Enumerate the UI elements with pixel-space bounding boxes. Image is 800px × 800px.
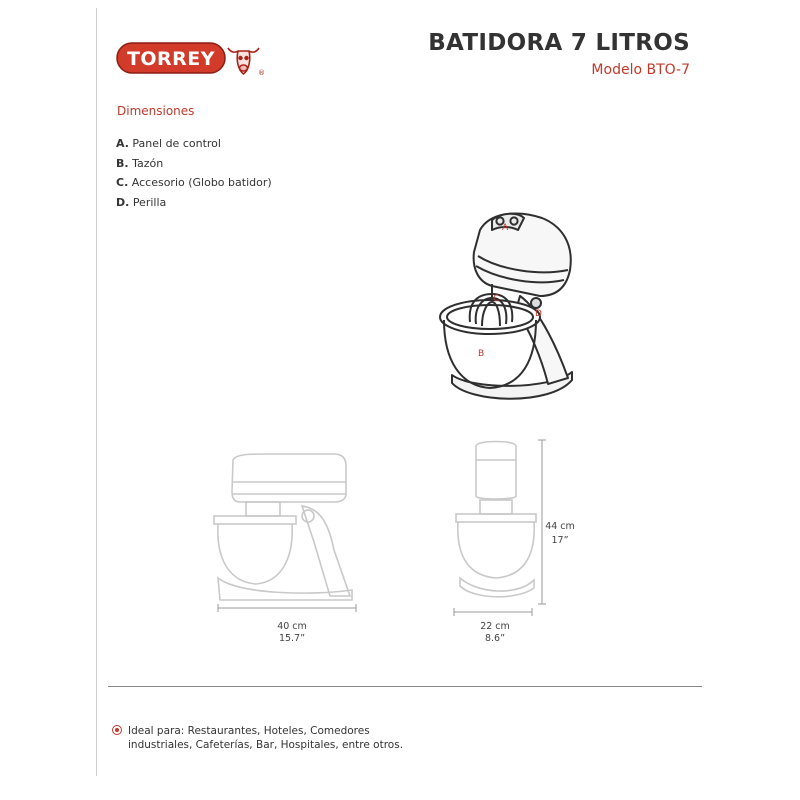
- legend-item: D. Perilla: [116, 195, 167, 209]
- legend-item: C. Accesorio (Globo batidor): [116, 176, 272, 189]
- depth-dimension-label: [465, 621, 525, 645]
- model-subtitle: Modelo BTO-7: [591, 62, 690, 78]
- footer-divider: [108, 686, 702, 687]
- callout-d: D: [535, 309, 542, 319]
- legend-item: A. Panel de control: [116, 137, 221, 150]
- callout-c: C: [493, 294, 500, 304]
- height-dimension-label: [543, 520, 577, 548]
- depth-in: 8.6”: [484, 633, 506, 644]
- mixer-perspective-illustration: [430, 200, 590, 415]
- width-in: 15.7”: [278, 633, 306, 644]
- callout-a: A: [502, 223, 509, 233]
- ideal-for-text: Ideal para: Restaurantes, Hoteles, Comedores industriales, Cafeterías, Bar, Hospitales, entre otros.: [128, 725, 404, 751]
- width-cm: 40 cm: [277, 621, 307, 632]
- torrey-logo: [116, 38, 264, 78]
- legend-item: B. Tazón: [116, 156, 164, 170]
- target-bullet-icon: [112, 725, 122, 735]
- left-margin-rule: [96, 8, 97, 776]
- logo-text: TORREY: [126, 48, 216, 70]
- width-dimension-label: [262, 621, 322, 645]
- height-cm: 44 cm: [545, 521, 575, 532]
- parts-legend: [116, 134, 272, 212]
- section-title: Dimensiones: [117, 104, 195, 118]
- callout-b: B: [478, 349, 485, 359]
- product-title: BATIDORA 7 LITROS: [428, 30, 690, 56]
- bull-icon: [228, 48, 259, 74]
- mixer-side-view: [210, 450, 370, 615]
- depth-cm: 22 cm: [480, 621, 510, 632]
- registered-mark: ®: [258, 69, 265, 77]
- height-in: 17”: [551, 535, 569, 546]
